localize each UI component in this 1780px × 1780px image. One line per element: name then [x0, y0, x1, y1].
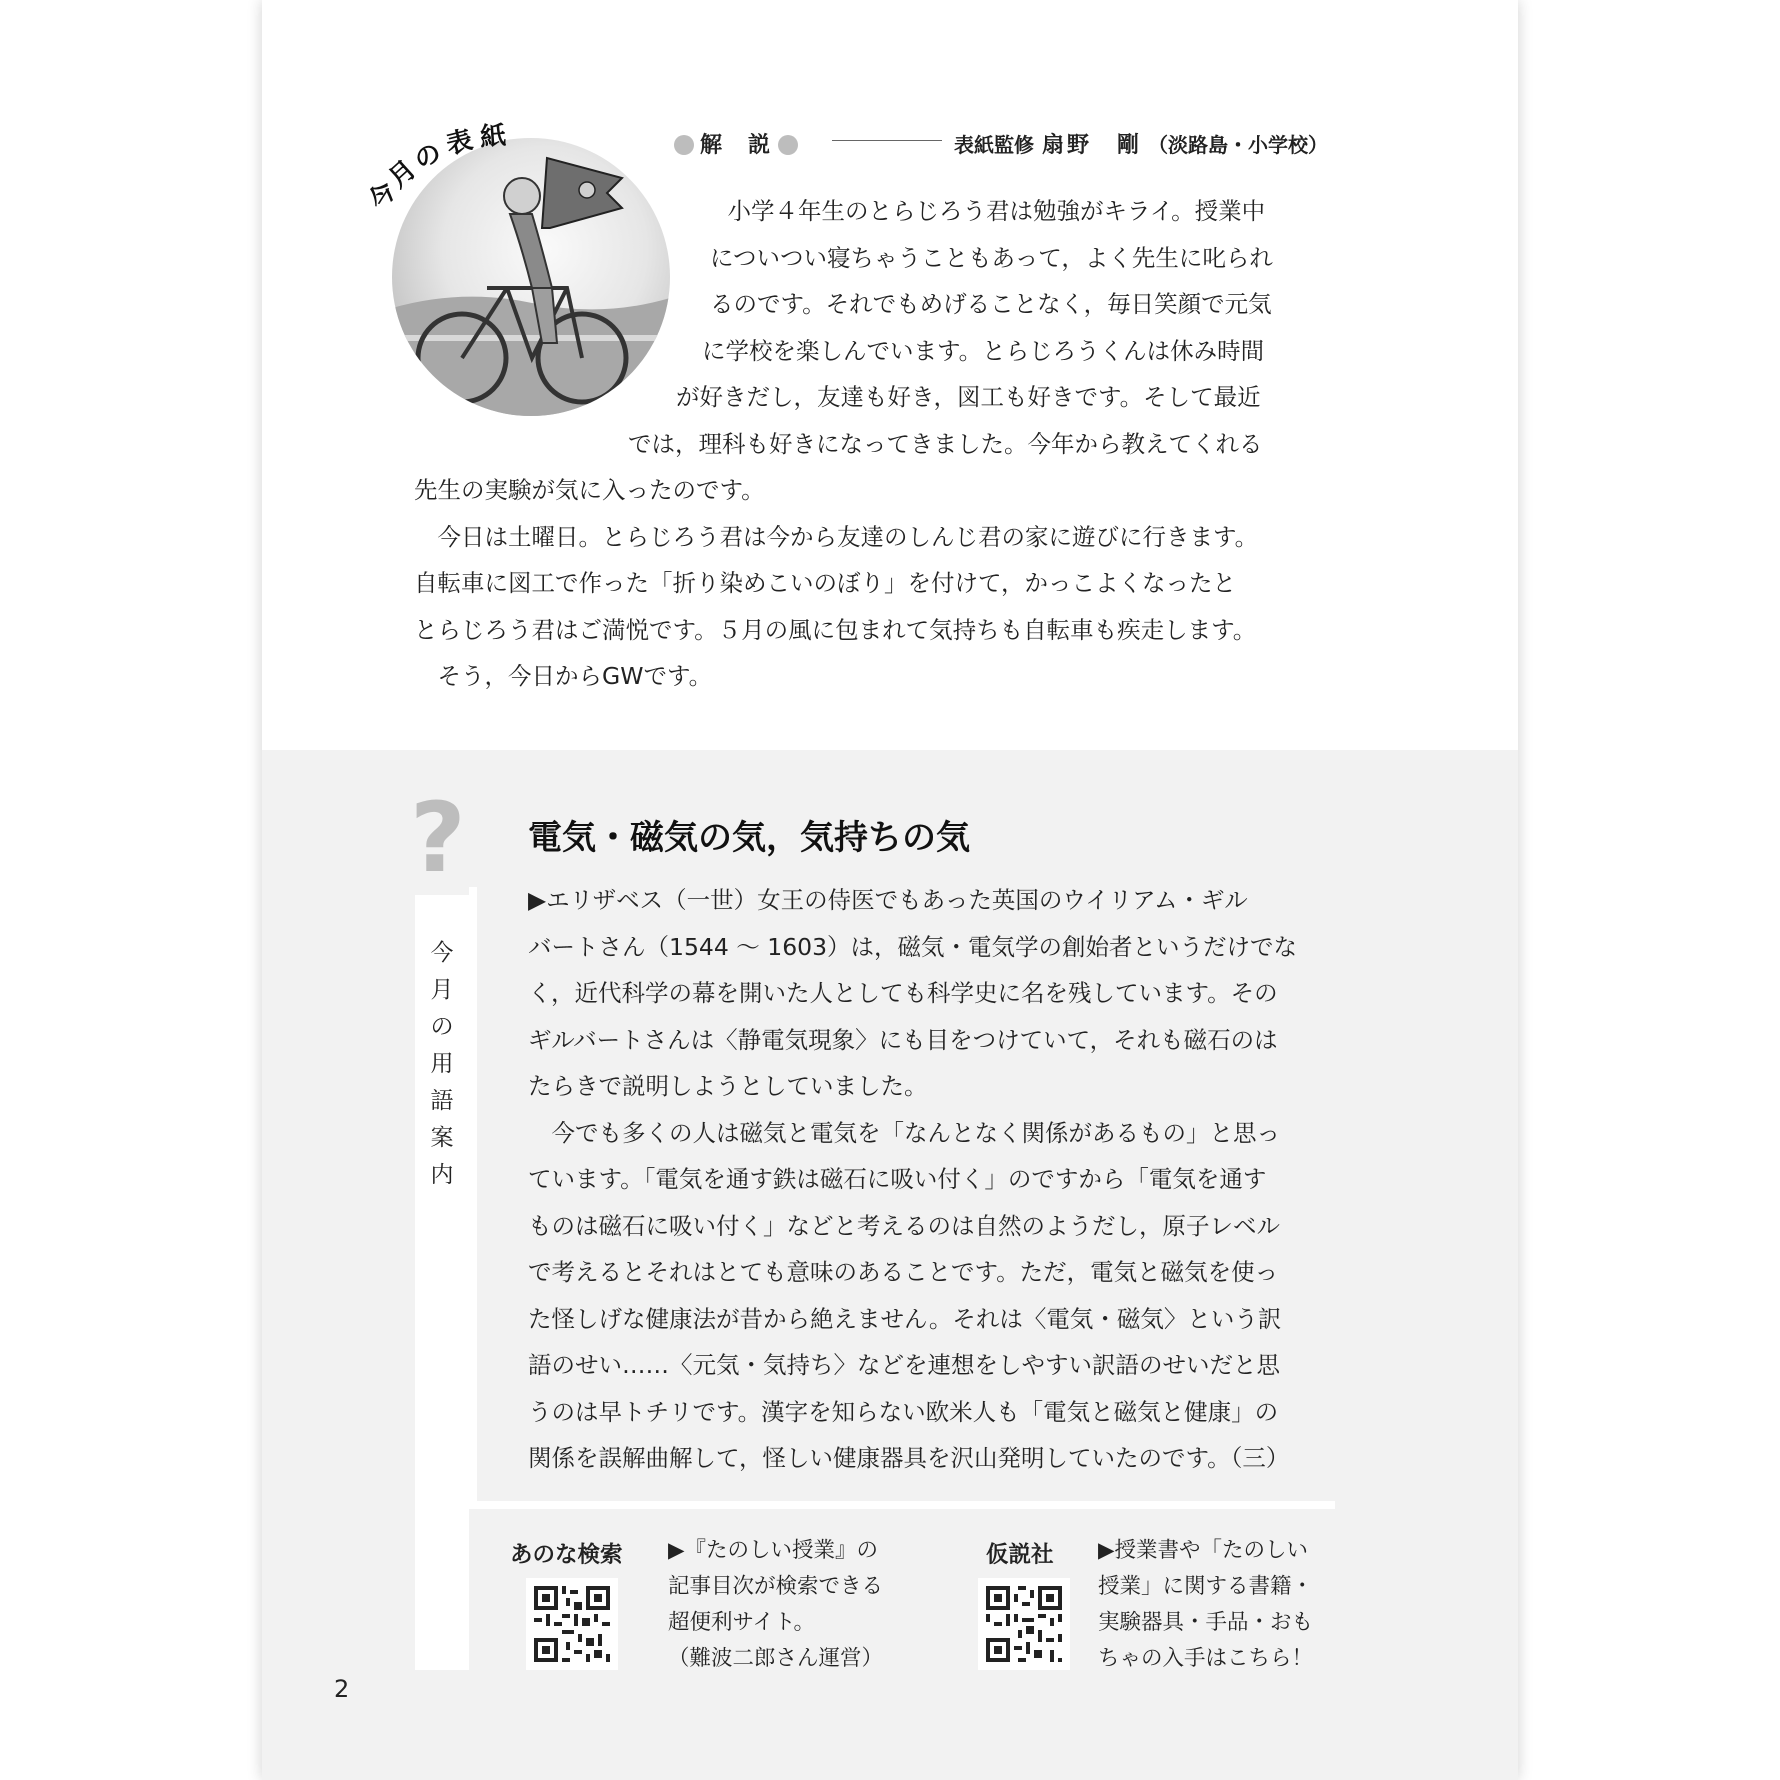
term-body	[528, 877, 1348, 1482]
term-line: ▶エリザベス（一世）女王の侍医でもあった英国のウイリアム・ギル	[528, 886, 1248, 914]
cover-text-line: では，理科も好きになってきました。今年から教えてくれる	[628, 429, 1263, 458]
side-title-char: 月	[430, 977, 454, 1003]
cover-label-char: の	[409, 137, 447, 176]
term-line: 今でも多くの人は磁気と電気を「なんとなく関係があるもの」と思っ	[528, 1118, 1280, 1147]
page	[262, 0, 1518, 1780]
cover-text-line: 小学４年生のとらじろう君は勉強がキライ。授業中	[704, 197, 1266, 225]
bullet-dot	[778, 135, 798, 155]
cover-text-line: に学校を楽しんでいます。とらじろうくんは休み時間	[702, 336, 1265, 365]
cover-label-char: 紙	[479, 121, 508, 153]
kasetsusha-title: 仮説社	[986, 1542, 1054, 1568]
term-line: く，近代科学の幕を開いた人としても科学史に名を残しています。その	[528, 979, 1278, 1007]
term-line: ものは磁石に吸い付く」などと考えるのは自然のようだし，原子レベル	[528, 1211, 1280, 1240]
section-label	[674, 128, 798, 159]
cover-text-line: が好きだし，友達も好き，図工も好きです。そして最近	[676, 383, 1261, 411]
anona-search-qr-code[interactable]	[526, 1578, 618, 1670]
cover-label-char: 月	[382, 154, 423, 195]
kasetsusha-line: 授業」に関する書籍・	[1098, 1574, 1314, 1599]
page-number: 2	[334, 1675, 350, 1703]
side-title-char: 今	[430, 940, 454, 966]
cover-text-line: そう，今日からGWです。	[414, 662, 713, 690]
cover-header	[674, 128, 1604, 158]
column-divider	[469, 887, 477, 1507]
kasetsusha-line: ▶授業書や「たのしい	[1098, 1538, 1309, 1563]
kasetsusha-line: 実験器具・手品・おも	[1098, 1610, 1314, 1635]
cover-text-line: についつい寝ちゃうこともあって，よく先生に叱られ	[710, 243, 1273, 272]
term-line: ギルバートさんは〈静電気現象〉にも目をつけていて，それも磁石のは	[528, 1025, 1278, 1054]
term-line: バートさん（1544 ～ 1603）は，磁気・電気学の創始者というだけでな	[528, 932, 1298, 961]
cover-label-char: 今	[363, 176, 403, 215]
supervisor-name: 扇野 剛	[1042, 133, 1143, 158]
term-title: 電気・磁気の気，気持ちの気	[528, 818, 970, 858]
cover-text-line: るのです。それでもめげることなく，毎日笑顔で元気	[710, 290, 1272, 318]
term-line: た怪しげな健康法が昔から絶えません。それは〈電気・磁気〉という訳	[528, 1304, 1282, 1333]
cover-label-char: 表	[443, 125, 476, 161]
cover-text-line: 今日は土曜日。とらじろう君は今から友達のしんじ君の家に遊びに行きます。	[414, 522, 1259, 551]
term-line: うのは早トチリです。漢字を知らない欧米人も「電気と磁気と健康」の	[528, 1397, 1279, 1426]
side-title-char: 内	[430, 1162, 454, 1188]
side-title-char: の	[430, 1014, 454, 1040]
section-label-text: 解 説	[700, 133, 773, 158]
cover-text-line: 自転車に図工で作った「折り染めこいのぼり」を付けて，かっこよくなったと	[414, 569, 1237, 597]
cover-label	[363, 96, 566, 216]
supervisor-role: 表紙監修	[954, 133, 1034, 157]
anona-search-line: 記事目次が検索できる	[668, 1574, 884, 1599]
kasetsusha-qr-code[interactable]	[978, 1578, 1070, 1670]
cover-credit	[954, 128, 1328, 159]
term-line: ています。「電気を通す鉄は磁石に吸い付く」のですから「電気を通す	[528, 1165, 1267, 1193]
side-title	[415, 935, 469, 1194]
supervisor-affiliation: （淡路島・小学校）	[1148, 133, 1329, 157]
header-rule	[832, 140, 942, 141]
anona-search-title: あのな検索	[510, 1542, 623, 1568]
bullet-dot	[674, 135, 694, 155]
footer-divider	[469, 1501, 1335, 1509]
kasetsusha-line: ちゃの入手はこちら！	[1098, 1646, 1314, 1671]
side-title-char: 用	[430, 1051, 454, 1077]
question-mark-icon: ?	[410, 782, 466, 894]
cover-text-line: とらじろう君はご満悦です。５月の風に包まれて気持ちも自転車も疾走します。	[414, 615, 1257, 644]
cover-text-line: 先生の実験が気に入ったのです。	[414, 476, 765, 504]
term-line: で考えるとそれはとても意味のあることです。ただ，電気と磁気を使っ	[528, 1258, 1279, 1286]
term-line: たらきで説明しようとしていました。	[528, 1072, 928, 1100]
anona-search-line: ▶『たのしい授業』の	[668, 1538, 879, 1563]
term-side-bar	[415, 895, 469, 1670]
term-line: 関係を誤解曲解して，怪しい健康器具を沢山発明していたのです。（三）	[528, 1444, 1290, 1472]
side-title-char: 案	[430, 1125, 454, 1151]
side-title-char: 語	[430, 1088, 454, 1114]
anona-search-line: （難波二郎さん運営）	[668, 1646, 884, 1671]
term-line: 語のせい……〈元気・気持ち〉などを連想をしやすい訳語のせいだと思	[528, 1351, 1280, 1379]
anona-search-line: 超便利サイト。	[668, 1610, 816, 1635]
